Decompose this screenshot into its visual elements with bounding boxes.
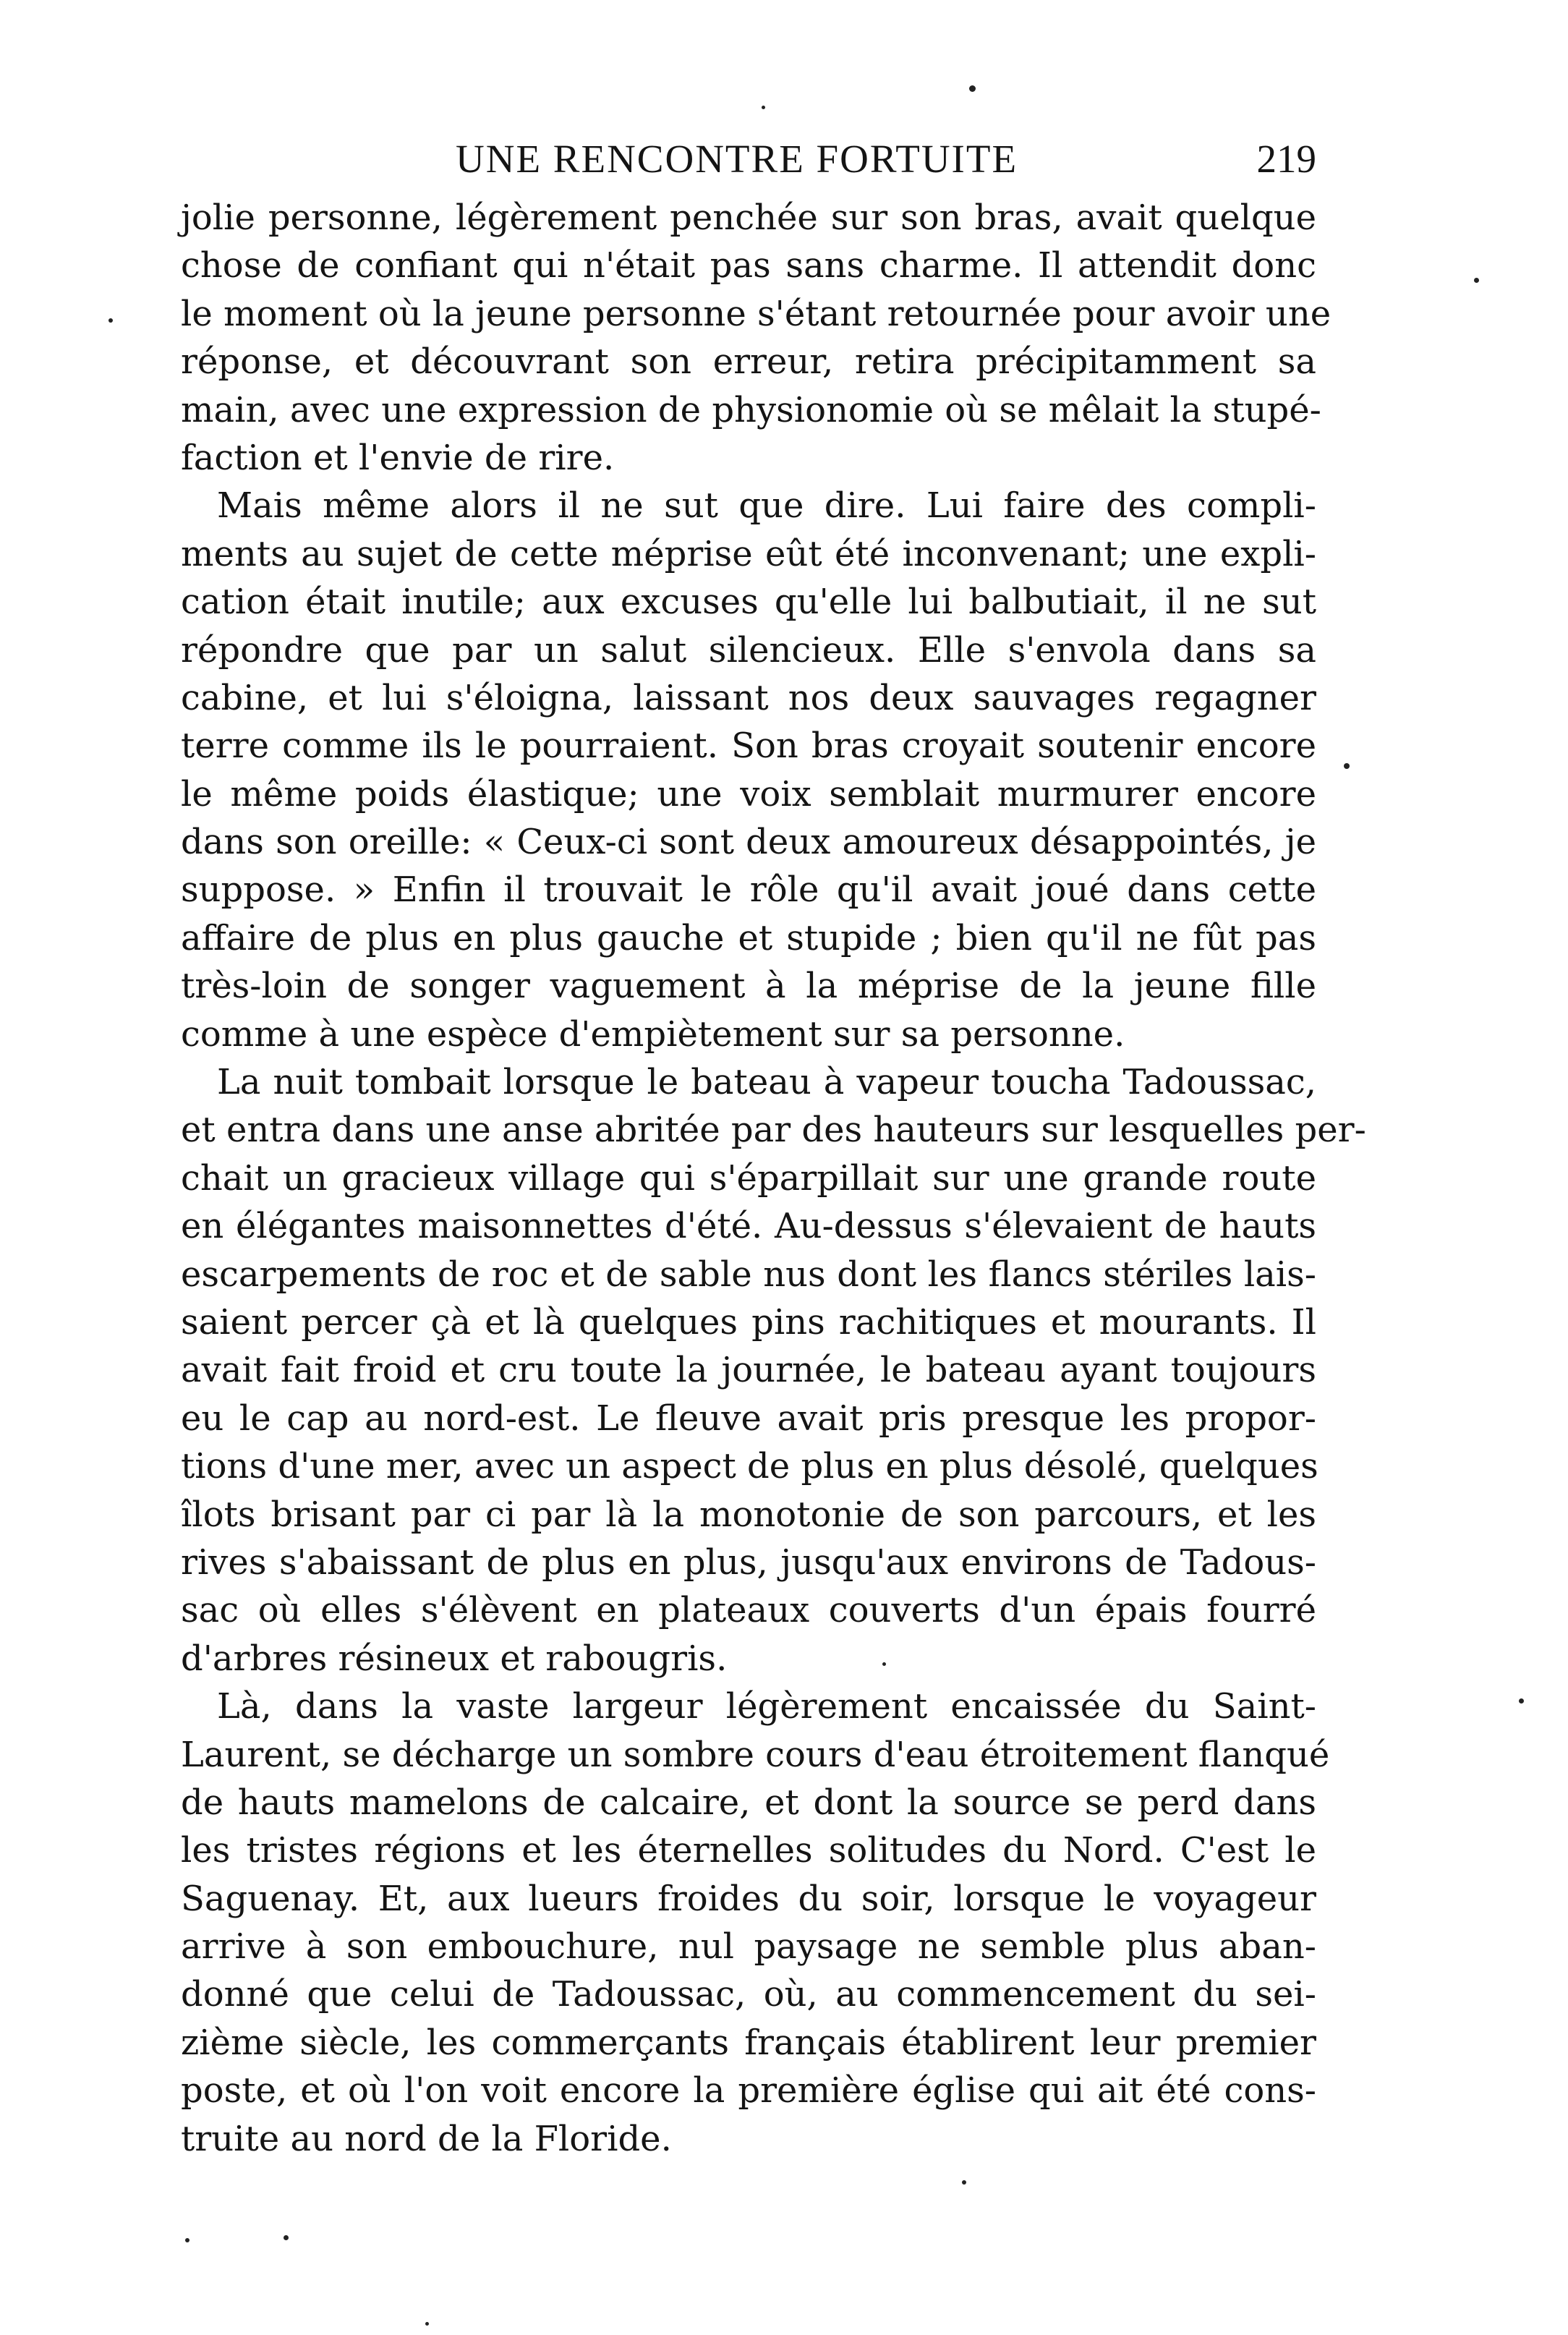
scan-speck bbox=[962, 2180, 966, 2185]
text-line: de hauts mamelons de calcaire, et dont la source se perd dans bbox=[181, 1782, 1316, 1823]
text-line: truite au nord de la Floride. bbox=[181, 2118, 672, 2159]
text-line: les tristes régions et les éternelles solitudes du Nord. C'est le bbox=[181, 1830, 1316, 1871]
text-line: tions d'une mer, avec un aspect de plus en plus désolé, quelques bbox=[181, 1446, 1318, 1487]
text-line: très-loin de songer vaguement à la méprise de la jeune fille bbox=[181, 966, 1316, 1007]
text-line: ments au sujet de cette méprise eût été inconvenant; une expli- bbox=[181, 533, 1316, 574]
text-line: jolie personne, légèrement penchée sur son bras, avait quelque bbox=[181, 197, 1316, 238]
text-line: réponse, et découvrant son erreur, retira précipitamment sa bbox=[181, 341, 1316, 383]
text-line: suppose. » Enfin il trouvait le rôle qu'il avait joué dans cette bbox=[181, 869, 1316, 911]
text-line: le même poids élastique; une voix semblait murmurer encore bbox=[181, 773, 1316, 815]
scan-speck bbox=[425, 2322, 429, 2326]
text-line: chait un gracieux village qui s'éparpillait sur une grande route bbox=[181, 1157, 1316, 1199]
text-line: cabine, et lui s'éloigna, laissant nos deux sauvages regagner bbox=[181, 677, 1316, 718]
text-line: répondre que par un salut silencieux. Elle s'envola dans sa bbox=[181, 629, 1316, 671]
paragraph-4 bbox=[181, 1683, 1330, 2163]
scan-speck bbox=[1344, 763, 1350, 769]
scan-speck bbox=[284, 2235, 289, 2240]
body-text bbox=[181, 194, 1366, 2163]
scan-speck bbox=[1474, 278, 1479, 283]
text-line: Saguenay. Et, aux lueurs froides du soir, lorsque le voyageur bbox=[181, 1878, 1316, 1919]
text-line: Là, dans la vaste largeur légèrement encaissée du Saint- bbox=[217, 1686, 1316, 1727]
text-line: eu le cap au nord-est. Le fleuve avait pris presque les propor- bbox=[181, 1398, 1316, 1439]
text-line: main, avec une expression de physionomie où se mêlait la stupé- bbox=[181, 389, 1321, 430]
text-line: escarpements de roc et de sable nus dont les flancs stériles lais- bbox=[181, 1254, 1316, 1295]
scan-speck bbox=[762, 106, 765, 109]
text-line: en élégantes maisonnettes d'été. Au-dessus s'élevaient de hauts bbox=[181, 1206, 1316, 1247]
text-line: avait fait froid et cru toute la journée, le bateau ayant toujours bbox=[181, 1350, 1316, 1391]
text-line: affaire de plus en plus gauche et stupide ; bien qu'il ne fût pas bbox=[181, 917, 1316, 958]
text-line: zième siècle, les commerçants français établirent leur premier bbox=[181, 2022, 1316, 2063]
text-line: dans son oreille: « Ceux-ci sont deux amoureux désappointés, je bbox=[181, 822, 1316, 863]
text-line: Mais même alors il ne sut que dire. Lui faire des compli- bbox=[217, 485, 1316, 527]
page-number: 219 bbox=[1256, 137, 1316, 181]
paragraph-3 bbox=[181, 1058, 1366, 1683]
text-line: le moment où la jeune personne s'étant retournée pour avoir une bbox=[181, 293, 1331, 334]
text-line: cation était inutile; aux excuses qu'elle lui balbutiait, il ne sut bbox=[181, 582, 1316, 623]
text-line: saient percer çà et là quelques pins rachitiques et mourants. Il bbox=[181, 1301, 1316, 1343]
text-line: La nuit tombait lorsque le bateau à vapeur toucha Tadoussac, bbox=[217, 1062, 1316, 1103]
scan-speck bbox=[969, 85, 976, 92]
scan-speck bbox=[1519, 1698, 1524, 1704]
text-line: sac où elles s'élèvent en plateaux couverts d'un épais fourré bbox=[181, 1590, 1316, 1631]
text-line: rives s'abaissant de plus en plus, jusqu'aux environs de Tadous- bbox=[181, 1541, 1316, 1583]
text-line: chose de confiant qui n'était pas sans charme. Il attendit donc bbox=[181, 245, 1316, 286]
text-line: donné que celui de Tadoussac, où, au commencement du sei- bbox=[181, 1974, 1316, 2015]
running-title: UNE RENCONTRE FORTUITE bbox=[456, 137, 1018, 181]
text-line: d'arbres résineux et rabougris. bbox=[181, 1638, 728, 1679]
scan-speck bbox=[185, 2238, 189, 2242]
text-line: faction et l'envie de rire. bbox=[181, 437, 615, 478]
text-line: terre comme ils le pourraient. Son bras croyait soutenir encore bbox=[181, 726, 1316, 767]
paragraph-1 bbox=[181, 194, 1331, 482]
scan-speck bbox=[882, 1662, 886, 1666]
text-line: poste, et où l'on voit encore la première église qui ait été cons- bbox=[181, 2070, 1316, 2111]
scan-speck bbox=[108, 318, 113, 323]
text-line: comme à une espèce d'empiètement sur sa personne. bbox=[181, 1013, 1125, 1055]
text-line: îlots brisant par ci par là la monotonie de son parcours, et les bbox=[181, 1494, 1316, 1535]
running-head bbox=[181, 130, 1316, 188]
text-line: arrive à son embouchure, nul paysage ne semble plus aban- bbox=[181, 1926, 1316, 1968]
text-line: et entra dans une anse abritée par des hauteurs sur lesquelles per- bbox=[181, 1110, 1366, 1151]
text-line: Laurent, se décharge un sombre cours d'eau étroitement flanqué bbox=[181, 1734, 1330, 1775]
paragraph-2 bbox=[181, 482, 1316, 1058]
